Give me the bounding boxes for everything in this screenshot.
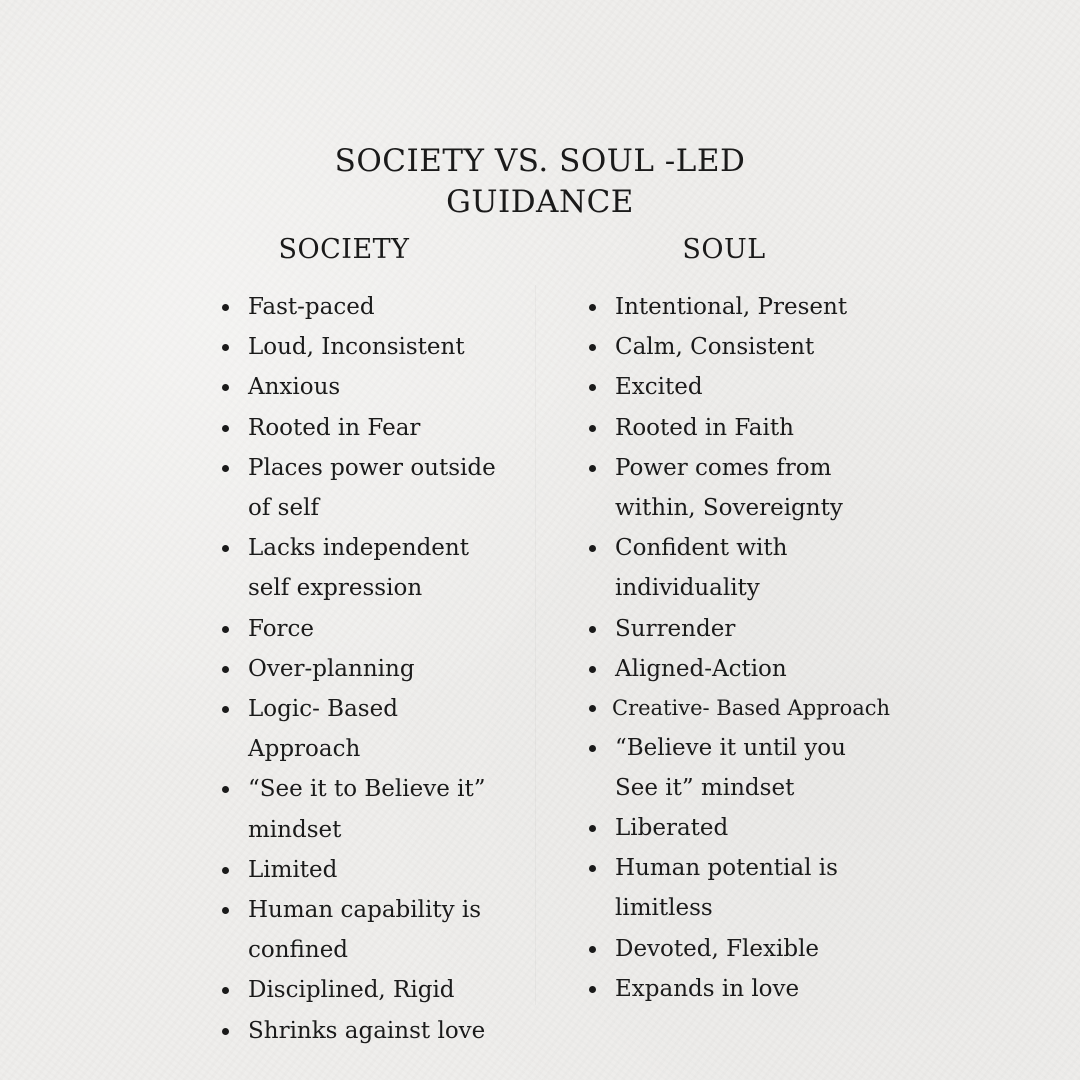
page-title — [0, 141, 1080, 223]
list-item — [589, 408, 889, 448]
list-item — [589, 367, 889, 407]
list-item-text: Confident with individuality — [615, 535, 788, 602]
bullet-icon — [589, 745, 596, 752]
list-item-text: Intentional, Present — [615, 294, 848, 320]
bullet-icon — [222, 425, 229, 432]
bullet-icon — [589, 705, 596, 712]
list-item — [222, 287, 512, 327]
list-item — [589, 327, 889, 367]
bullet-icon — [222, 304, 229, 311]
soul-column-heading: SOUL — [682, 234, 766, 265]
list-item-text: Logic- Based Approach — [248, 696, 398, 763]
list-item — [222, 689, 512, 769]
list-item-text: Fast-paced — [248, 294, 375, 320]
bullet-icon — [589, 865, 596, 872]
bullet-icon — [589, 946, 596, 953]
list-item-text: Excited — [615, 374, 703, 401]
bullet-icon — [222, 987, 229, 994]
bullet-icon — [222, 344, 229, 351]
bullet-icon — [222, 545, 229, 552]
bullet-icon — [589, 545, 596, 552]
bullet-icon — [589, 384, 596, 391]
list-item-text: Anxious — [248, 374, 341, 401]
bullet-icon — [222, 666, 229, 673]
list-item — [222, 850, 512, 890]
bullet-icon — [222, 626, 229, 633]
list-item-text: Limited — [248, 856, 338, 883]
list-item-text: Rooted in Fear — [248, 414, 421, 441]
bullet-icon — [589, 825, 596, 832]
list-item — [589, 649, 889, 689]
bullet-icon — [222, 706, 229, 713]
society-list — [222, 287, 512, 1051]
bullet-icon — [589, 344, 596, 351]
soul-list — [589, 287, 889, 1009]
list-item — [589, 448, 889, 528]
title-line-1: SOCIETY VS. SOUL -LED — [334, 143, 746, 179]
list-item-text: Force — [248, 615, 315, 642]
list-item — [589, 929, 889, 969]
list-item — [589, 528, 889, 608]
list-item — [222, 367, 512, 407]
list-item-text: “Believe it until you See it” mindset — [615, 734, 846, 801]
list-item — [222, 448, 512, 528]
bullet-icon — [589, 626, 596, 633]
list-item-text: Creative- Based Approach — [612, 696, 891, 721]
list-item-text: “See it to Believe it” mindset — [248, 776, 486, 843]
list-item-text: Loud, Inconsistent — [248, 334, 465, 361]
list-item-text: Calm, Consistent — [615, 334, 815, 361]
list-item — [589, 808, 889, 848]
list-item — [589, 728, 889, 808]
list-item-text: Expands in love — [615, 975, 800, 1002]
bullet-icon — [222, 907, 229, 914]
list-item-text: Aligned-Action — [615, 655, 787, 682]
bullet-icon — [589, 666, 596, 673]
bullet-icon — [589, 304, 596, 311]
list-item — [589, 609, 889, 649]
bullet-icon — [589, 986, 596, 993]
column-divider — [535, 285, 536, 1005]
list-item-text: Human potential is limitless — [615, 855, 838, 922]
list-item — [222, 890, 512, 970]
bullet-icon — [222, 867, 229, 874]
bullet-icon — [589, 465, 596, 472]
list-item — [589, 969, 889, 1009]
list-item-text: Power comes from within, Sovereignty — [615, 454, 843, 522]
list-item-text: Places power outside of self — [248, 454, 496, 522]
list-item-text: Liberated — [615, 814, 729, 841]
list-item — [589, 287, 889, 327]
list-item — [222, 327, 512, 367]
list-item — [222, 970, 512, 1010]
list-item-text: Human capability is confined — [248, 897, 482, 964]
list-item-text: Lacks independent self expression — [248, 535, 469, 602]
society-column-heading: SOCIETY — [278, 234, 410, 265]
list-item-text: Over-planning — [248, 655, 415, 682]
list-item — [589, 689, 889, 728]
list-item-text: Shrinks against love — [248, 1017, 486, 1044]
bullet-icon — [222, 786, 229, 793]
list-item-text: Rooted in Faith — [615, 414, 794, 441]
list-item — [222, 609, 512, 649]
list-item-text: Surrender — [615, 615, 736, 642]
list-item-text: Devoted, Flexible — [615, 935, 820, 962]
title-line-2: GUIDANCE — [446, 184, 634, 220]
bullet-icon — [589, 425, 596, 432]
bullet-icon — [222, 384, 229, 391]
bullet-icon — [222, 1028, 229, 1035]
list-item — [222, 649, 512, 689]
list-item — [222, 1011, 512, 1051]
list-item-text: Disciplined, Rigid — [248, 977, 455, 1004]
list-item — [222, 408, 512, 448]
bullet-icon — [222, 465, 229, 472]
list-item — [222, 769, 512, 849]
list-item — [589, 848, 889, 928]
list-item — [222, 528, 512, 608]
